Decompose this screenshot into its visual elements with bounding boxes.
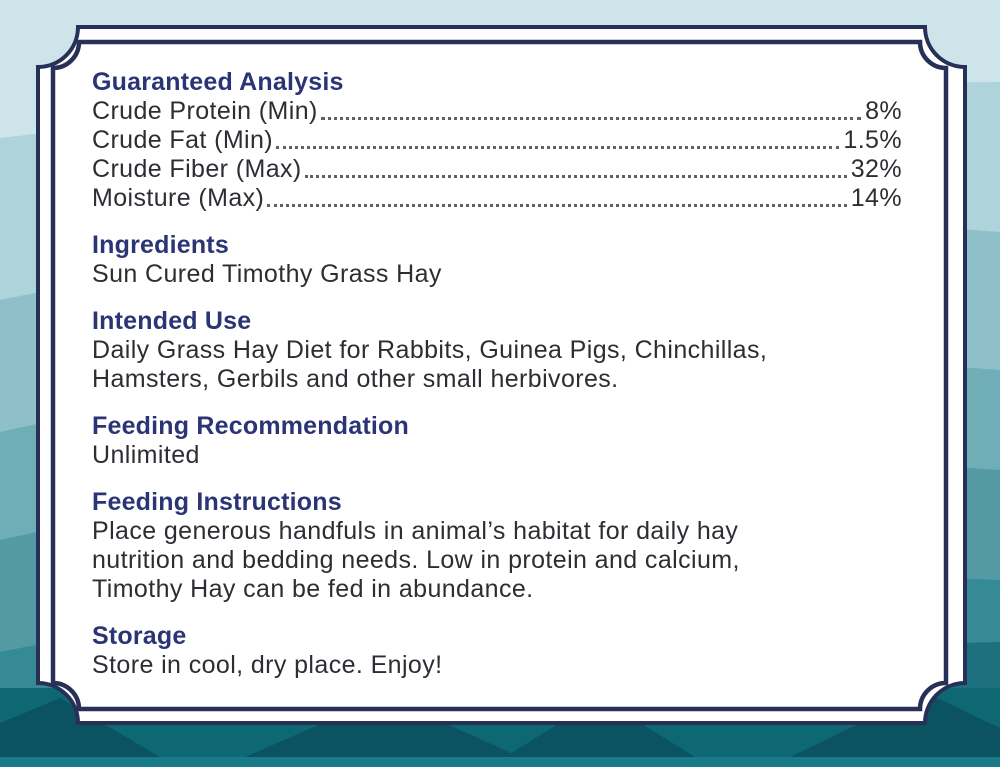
dotted-leader — [267, 204, 846, 207]
body-line: Timothy Hay can be fed in abundance. — [92, 575, 534, 603]
section-heading: Feeding Recommendation — [92, 412, 409, 440]
section-heading: Intended Use — [92, 307, 252, 335]
section-ingredients — [92, 231, 902, 289]
section-feeding-recommendation — [92, 412, 902, 470]
analysis-row — [92, 184, 902, 213]
body-line: Daily Grass Hay Diet for Rabbits, Guinea Pigs, Chinchillas, — [92, 336, 768, 364]
section-heading: Guaranteed Analysis — [92, 68, 344, 96]
body-line: Store in cool, dry place. Enjoy! — [92, 651, 443, 679]
analysis-row — [92, 97, 902, 126]
dotted-leader — [305, 175, 847, 178]
analysis-value: 32% — [850, 155, 902, 183]
section-storage — [92, 622, 902, 680]
body-line: nutrition and bedding needs. Low in protein and calcium, — [92, 546, 740, 574]
body-line: Place generous handfuls in animal’s habitat for daily hay — [92, 517, 739, 545]
section-heading: Ingredients — [92, 231, 229, 259]
analysis-row — [92, 126, 902, 155]
analysis-value: 14% — [850, 184, 902, 212]
section-feeding-instructions — [92, 488, 902, 604]
body-line: Hamsters, Gerbils and other small herbivores. — [92, 365, 619, 393]
body-line: Sun Cured Timothy Grass Hay — [92, 260, 442, 288]
section-heading: Feeding Instructions — [92, 488, 342, 516]
dotted-leader — [276, 146, 839, 149]
section-heading: Storage — [92, 622, 187, 650]
analysis-row — [92, 155, 902, 184]
analysis-label: Crude Protein (Min) — [92, 97, 318, 125]
analysis-label: Crude Fat (Min) — [92, 126, 274, 154]
analysis-label: Crude Fiber (Max) — [92, 155, 302, 183]
analysis-value: 8% — [865, 97, 902, 125]
section-intended-use — [92, 307, 902, 394]
dotted-leader — [321, 117, 861, 120]
card-content — [92, 68, 902, 680]
body-line: Unlimited — [92, 441, 200, 469]
section-guaranteed-analysis — [92, 68, 902, 213]
analysis-value: 1.5% — [843, 126, 902, 154]
analysis-label: Moisture (Max) — [92, 184, 265, 212]
